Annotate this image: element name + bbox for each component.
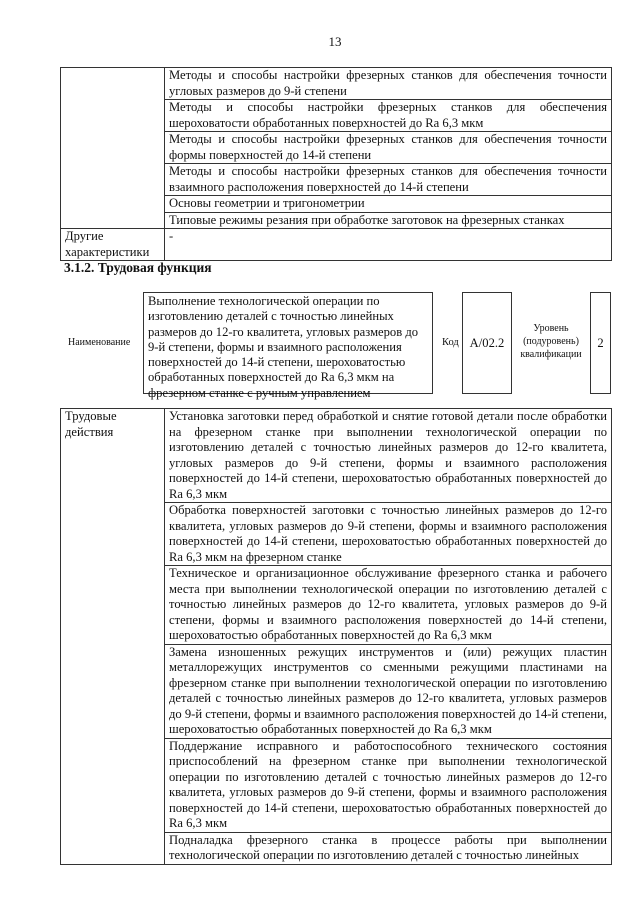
knowledge-table (60, 67, 612, 261)
table-row: Основы геометрии и тригонометрии (165, 196, 612, 213)
level-label: Уровень (подуровень) квалификации (520, 323, 582, 360)
code-value: A/02.2 (462, 292, 512, 394)
table-row: Подналадка фрезерного станка в процессе работы при выполнении технологической операции по изготовлению деталей с точностью линейных (165, 832, 612, 864)
other-characteristics-label: Другие характеристики (61, 229, 165, 261)
labor-actions-table (60, 408, 612, 865)
table-row: Типовые режимы резания при обработке заготовок на фрезерных станках (165, 212, 612, 229)
table-row: Техническое и организационное обслуживание фрезерного станка и рабочего места при выполнении технологической операции по изготовлению деталей с точностью линейных размеров до 12-го квалитета, угловых размеров до 9-й степени, формы и взаимного расположения поверхностей до 14-й степени, шероховатостью обработанных поверхностей до Ra 6,3 мкм (165, 566, 612, 645)
table-row: Методы и способы настройки фрезерных станков для обеспечения точности угловых размеров до 9-й степени (165, 68, 612, 100)
function-name: Выполнение технологической операции по изготовлению деталей с точностью линейных размеров до 12-го квалитета, угловых размеров до 9-й степени, формы и взаимного расположения поверхностей до 14-й степени, шероховатостью обработанных поверхностей до Ra 6,3 мкм на фрезерном станке с ручным управлением (143, 292, 433, 394)
table-row: Методы и способы настройки фрезерных станков для обеспечения точности взаимного расположения поверхностей до 14-й степени (165, 164, 612, 196)
actions-table-wrapper (0, 408, 640, 870)
table-row: Установка заготовки перед обработкой и снятие готовой детали после обработки на фрезерном станке при выполнении технологической операции по изготовлению деталей с точностью линейных размеров до 12-го квалитета, угловых размеров до 9-й степени, формы и взаимного расположения поверхностей до 14-й степени, шероховатостью обработанных поверхностей до Ra 6,3 мкм (165, 409, 612, 503)
table-row: Методы и способы настройки фрезерных станков для обеспечения шероховатости обработанных поверхностей до Ra 6,3 мкм (165, 100, 612, 132)
level-value: 2 (590, 292, 611, 394)
table-row: Методы и способы настройки фрезерных станков для обеспечения точности формы поверхностей до 14-й степени (165, 132, 612, 164)
table-row: Обработка поверхностей заготовки с точностью линейных размеров до 12-го квалитета, угловых размеров до 9-й степени, формы и взаимного расположения поверхностей до 14-й степени, шероховатостью обработанных поверхностей до Ra 6,3 мкм на фрезерном станке (165, 503, 612, 566)
section-heading: 3.1.2. Трудовая функция (64, 260, 212, 275)
empty-label-cell (61, 68, 165, 229)
labor-actions-label: Трудовые действия (61, 409, 165, 865)
table-row: Поддержание исправного и работоспособного технического состояния приспособлений на фрезерном станке при выполнении технологической операции по изготовлению деталей с точностью линейных размеров до 12-го квалитета, угловых размеров до 9-й степени, формы и взаимного расположения поверхностей до 14-й степени, шероховатостью обработанных поверхностей до Ra 6,3 мкм (165, 738, 612, 832)
code-label: Код (442, 337, 459, 348)
other-characteristics-value: - (165, 229, 612, 261)
page-number: 13 (328, 34, 342, 49)
name-label: Наименование (68, 337, 131, 348)
table-row: Замена изношенных режущих инструментов и (или) режущих пластин металлорежущих инструментов со сменными режущими пластинами на фрезерном станке при выполнении технологической операции по изготовлению деталей с точностью линейных размеров до 12-го квалитета, угловых размеров до 9-й степени, формы и взаимного расположения поверхностей до 14-й степени, шероховатостью обработанных поверхностей до Ra 6,3 мкм (165, 644, 612, 738)
